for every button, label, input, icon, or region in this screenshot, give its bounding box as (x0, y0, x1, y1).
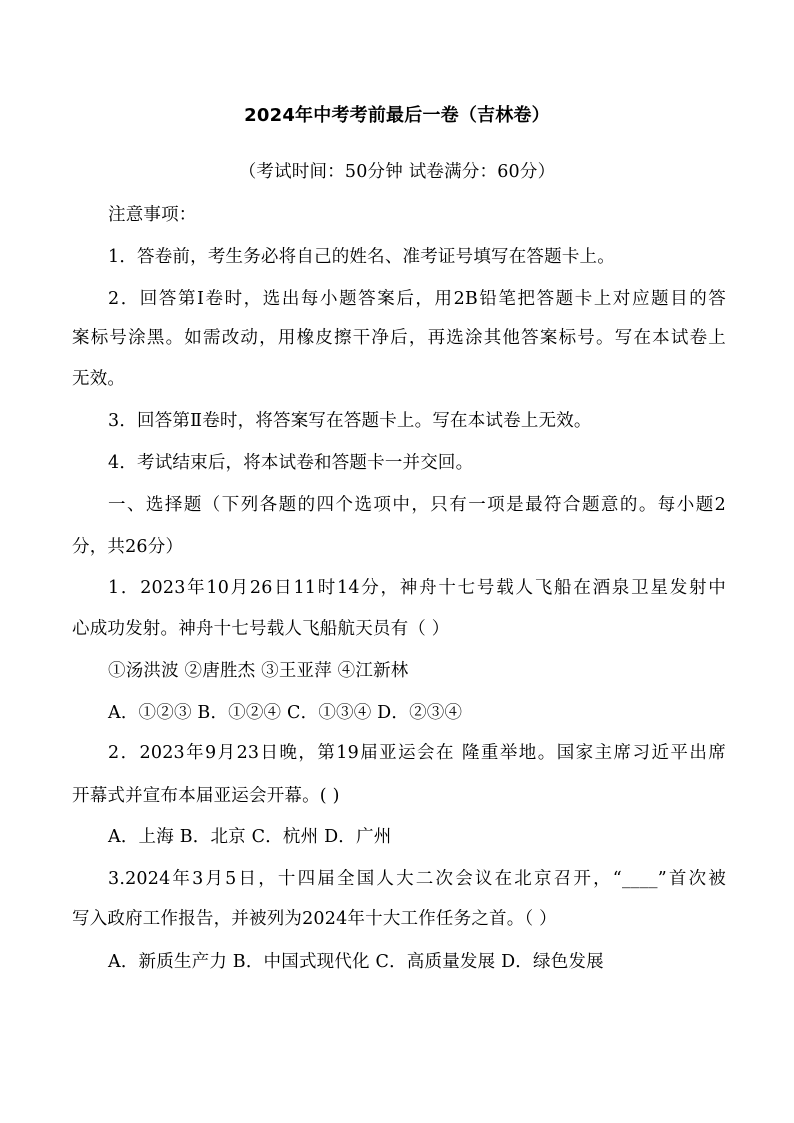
exam-title: 2024年中考考前最后一卷（吉林卷） (244, 105, 550, 126)
notes-heading: 注意事项： (108, 205, 197, 225)
note-4: 4．考试结束后，将本试卷和答题卡一并交回。 (108, 453, 474, 473)
question-3-stem-line-1: 3.2024年3月5日，十四届全国人大二次会议在北京召开，“____”首次被 (108, 869, 726, 889)
note-2-line-1: 2．回答第Ⅰ卷时，选出每小题答案后，用2B铅笔把答题卡上对应题目的答 (108, 289, 726, 309)
question-1-items: ①汤洪波 ②唐胜杰 ③王亚萍 ④江新林 (108, 661, 409, 681)
question-1-options: A．①②③ B．①②④ C．①③④ D．②③④ (108, 703, 463, 723)
question-1-stem-line-1: 1．2023年10月26日11时14分，神舟十七号载人飞船在酒泉卫星发射中 (108, 578, 726, 598)
note-3: 3．回答第Ⅱ卷时，将答案写在答题卡上。写在本试卷上无效。 (108, 411, 592, 431)
exam-subtitle: （考试时间：50分钟 试卷满分：60分） (238, 162, 556, 182)
question-2-options: A．上海 B．北京 C．杭州 D．广州 (108, 827, 392, 847)
note-1: 1．答卷前，考生务必将自己的姓名、准考证号填写在答题卡上。 (108, 247, 615, 267)
question-3-stem-line-2: 写入政府工作报告，并被列为2024年十大工作任务之首。（ ） (72, 909, 557, 929)
question-1-stem-line-2: 心成功发射。神舟十七号载人飞船航天员有（ ） (72, 619, 450, 639)
section-heading-line-2: 分，共26分） (72, 537, 184, 557)
note-2-line-3: 无效。 (72, 369, 126, 389)
question-2-stem-line-2: 开幕式并宣布本届亚运会开幕。( ) (72, 786, 340, 806)
note-2-line-2: 案标号涂黑。如需改动，用橡皮擦干净后，再选涂其他答案标号。写在本试卷上 (72, 328, 726, 348)
question-2-stem-line-1: 2．2023年9月23日晚，第19届亚运会在 隆重举地。国家主席习近平出席 (108, 743, 726, 763)
question-3-options: A．新质生产力 B．中国式现代化 C．高质量发展 D．绿色发展 (108, 952, 604, 972)
section-heading-line-1: 一、选择题（下列各题的四个选项中，只有一项是最符合题意的。每小题2 (108, 495, 726, 515)
